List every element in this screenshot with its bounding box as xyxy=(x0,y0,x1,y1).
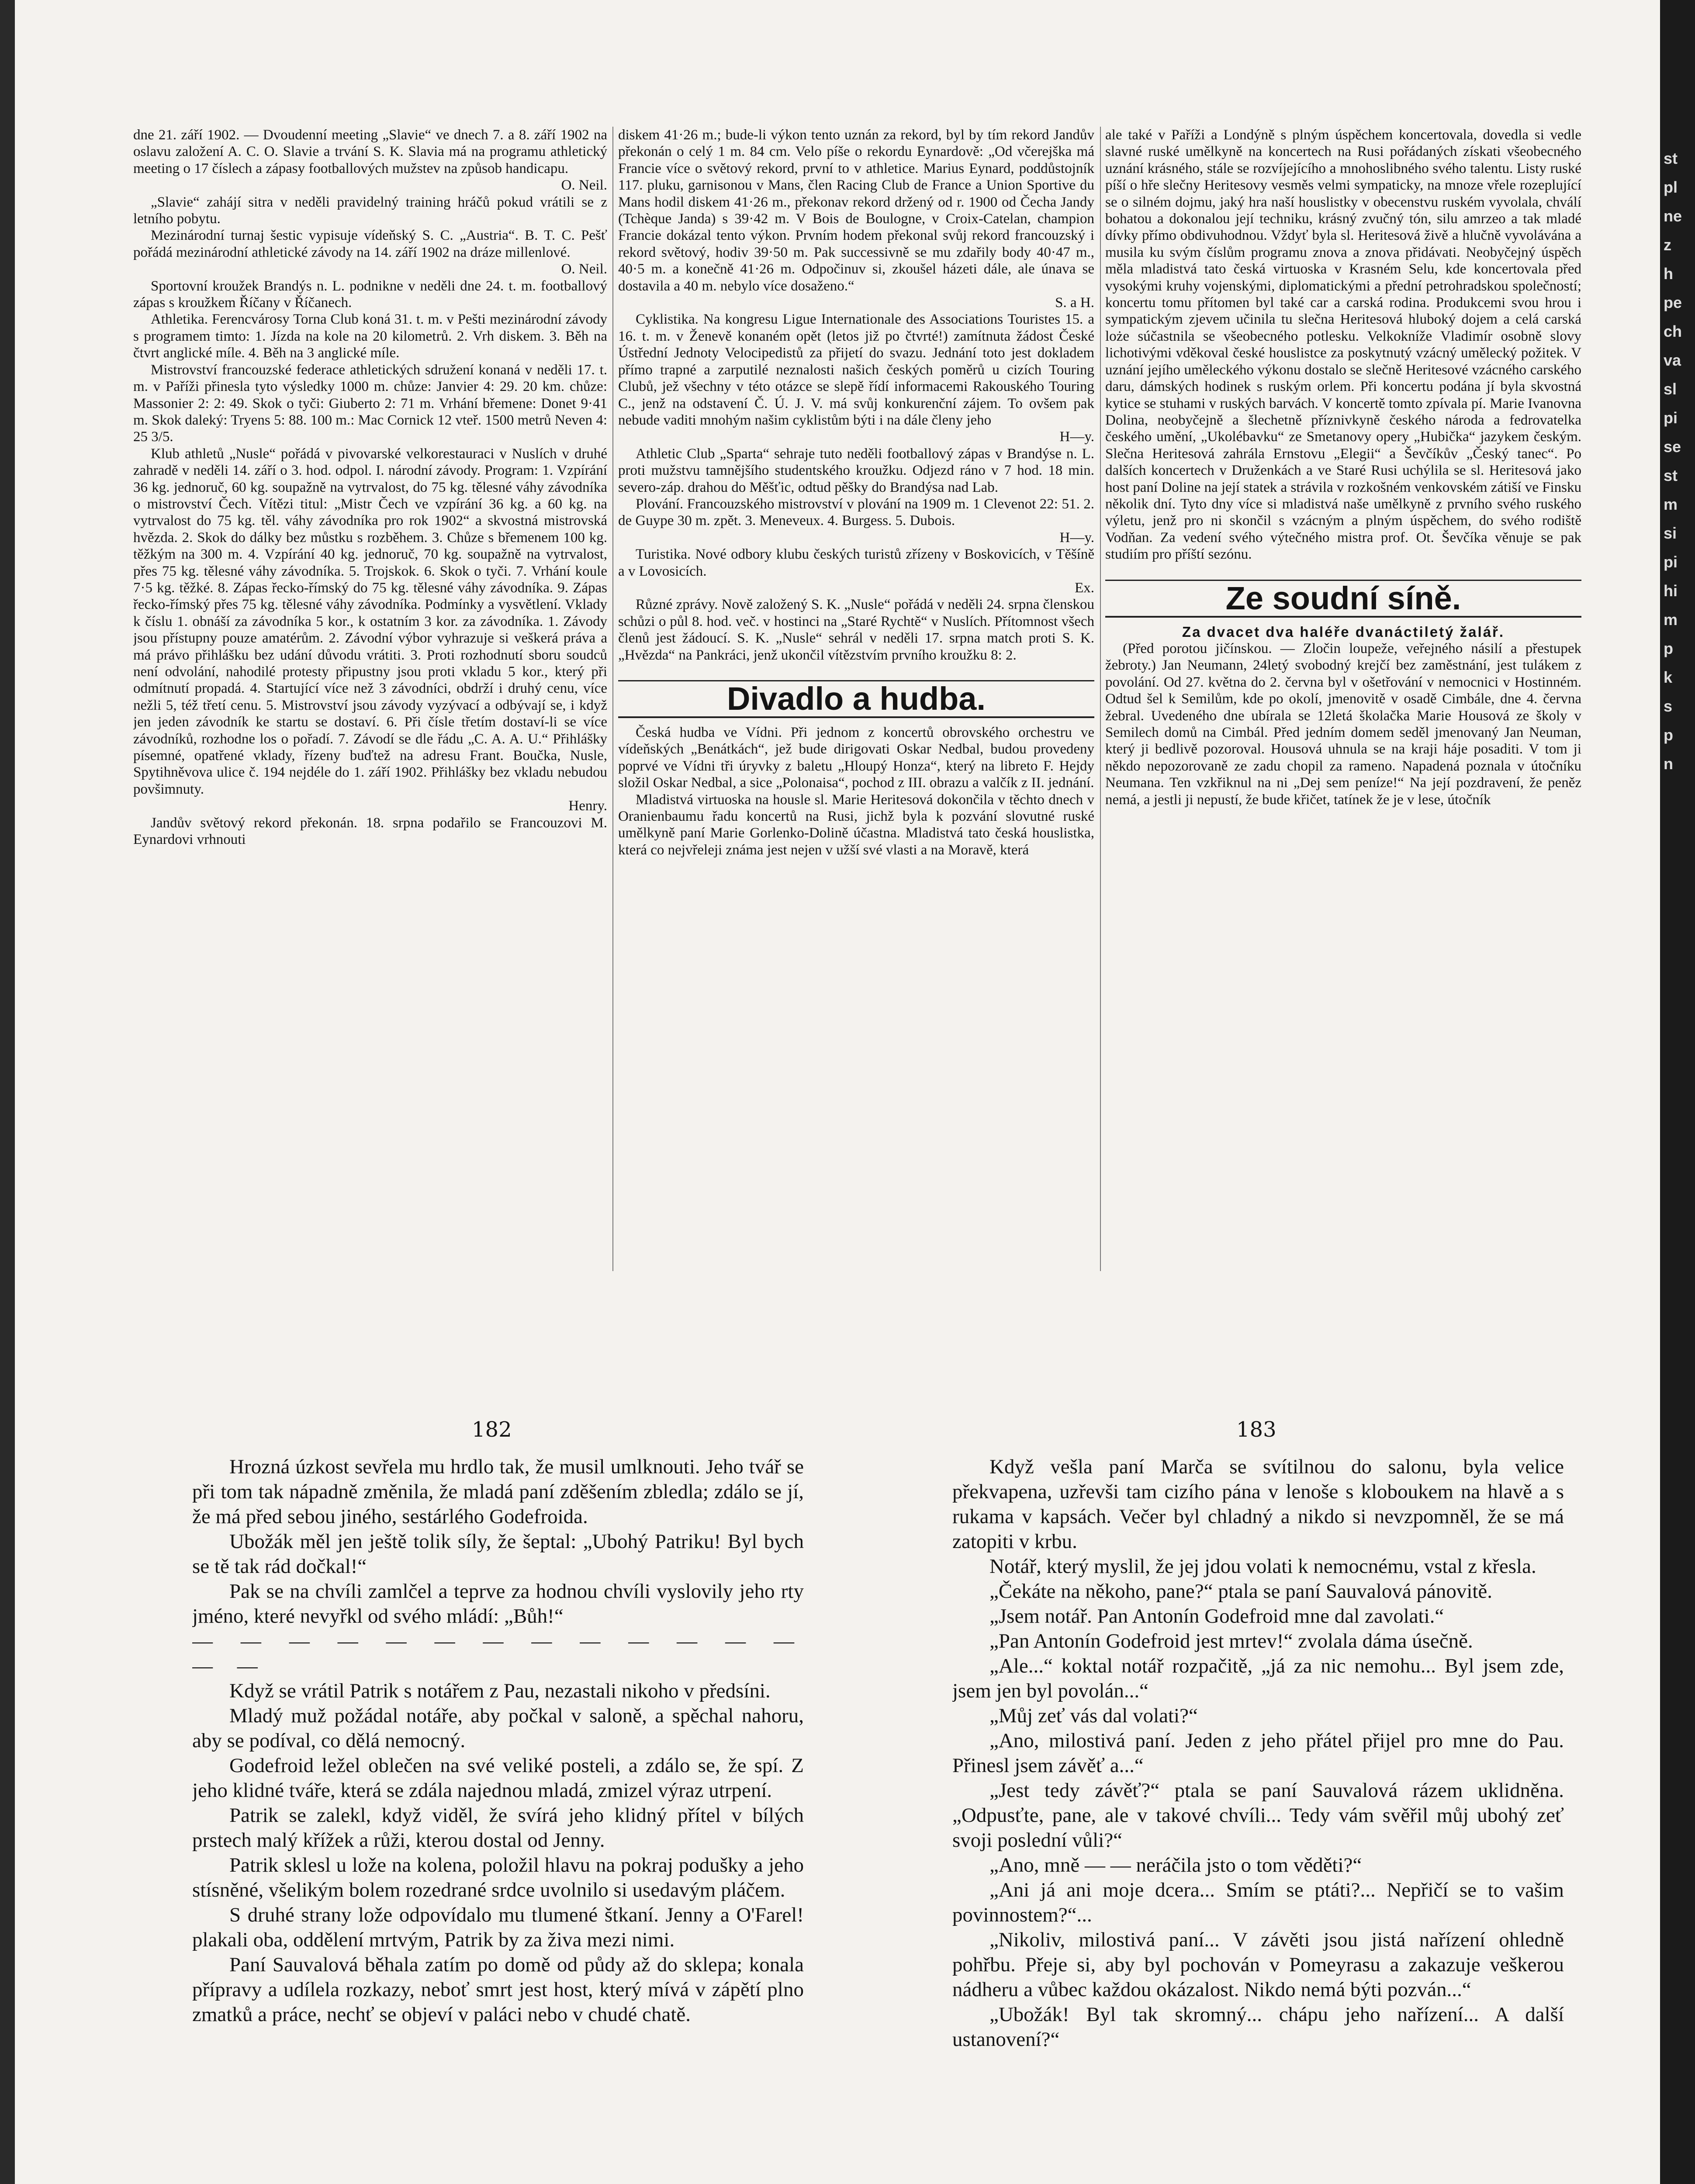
signature: O. Neil. xyxy=(561,177,607,194)
edge-fragment: ne xyxy=(1664,207,1682,225)
column-divider xyxy=(1100,127,1101,1271)
edge-fragment: p xyxy=(1664,639,1673,657)
novel-paragraph: „Můj zeť vás dal volati?“ xyxy=(989,1704,1198,1727)
sport-note-mistrovstvi: Mistrovství francouzské federace athletických sdružení konaná v neděli 17. t. m. v Paříži přinesla tyto výsledky 1000 m. chůze: Janvier 4: 29. 20 km. chůze: Massonier 2: 2: 49. Skok o tyči: Giuberto 2: 71 m. Vrhání břemene: Donet 9·41 m. Skok daleký: Tryens 5: 88. 100 m.: Mac Cornick 12 vteř. 1500 metrů Neven 4: 25 3/5. xyxy=(133,362,607,445)
edge-fragment: p xyxy=(1664,726,1673,744)
novel-paragraph: Když se vrátil Patrik s notářem z Pau, nezastali nikoho v předsíni. xyxy=(229,1679,771,1702)
novel-paragraph: „Jsem notář. Pan Antonín Godefroid mne dal zavolati.“ xyxy=(989,1605,1444,1628)
novel-paragraph: „Ubožák! Byl tak skromný... chápu jeho nařízení... A další ustanovení?“ xyxy=(952,2003,1564,2051)
novel-paragraph: „Čekáte na někoho, pane?“ ptala se paní Sauvalová pánovitě. xyxy=(989,1580,1493,1603)
novel-paragraph: Pak se na chvíli zamlčel a teprve za hodnou chvíli vyslovily jeho rty jméno, které nevyřkl od svého mládí: „Bůh!“ xyxy=(192,1580,804,1628)
news-column-2 xyxy=(618,127,1094,1262)
sport-note-eynard: diskem 41·26 m.; bude-li výkon tento uznán za rekord, byl by tím rekord Jandův překonán o celý 1 m. 84 cm. Velo píše o rekordu Eynardově: „Od včerejška má Francie více o světový rekord, první to v athletice. Marius Eynard, poddůstojník 117. pluku, garnisonou v Mans, člen Racing Club de France a Union Sportive du Mans hodil diskem 41·26 m., překonav rekord držený od r. 1900 od Čecha Jandy (Tchèque Janda) s 39·42 m. V Bois de Boulogne, v Croix-Catelan, champion Francie dokázal tento výkon. Prvním hodem překonal svůj rekord francouzský i rekord světový, hodiv 39·50 m. Pak successivně se mu zdařily body 40·47 m., 40·5 m. a konečně 41·26 m. Odpočinuv si, zkoušel házeti dále, ale únava se dostavila a 40 m. nebylo více dosaženo.“ xyxy=(618,127,1094,294)
edge-fragment: st xyxy=(1664,467,1678,484)
edge-fragment: hi xyxy=(1664,582,1678,600)
music-note-heritesova: Mladistvá virtuoska na housle sl. Marie Heritesová dokončila v těchto dnech v Oranienbaumu řadu koncertů na Rusi, jichž byla k pozvání slovutné ruské umělkyně paní Marie Gorlenko-Dolině účastna. Mladistvá tato česká houslistka, která co nejvřeleji známa jest nejen v užší své vlasti a na Moravě, která xyxy=(618,791,1094,858)
court-article-text: (Před porotou jičínskou. — Zločin loupeže, veřejného násilí a přestupek žebroty.) Jan Neumann, 24letý svobodný krejčí bez zaměstnání, jest tulákem z povolání. Od 27. května do 2. června byl v ošetřování v nemocnici v Hostinném. Odtud šel k Semilům, kde po okolí, jmenovitě v osadě Cimbále, dne 4. června žebral. Uvedeného dne ubírala se 12letá školačka Marie Housová ze školy v Semilech domů na Cimbál. Před jedním domem seděl jmenovaný Jan Neuman, který ji bedlivě pozoroval. Housová uhnula se na kraji háje posaditi. V tom ji někdo nepozorovaně ze zadu chopil za rameno. Napadená poznala v útočníku Neumana. Ten vzkřiknul na ni „Dej sem peníze!“ Na její pozdravení, že peněz nemá, a jestli ji nepustí, že bude křičet, tatínek že je v lese, útočník xyxy=(1105,640,1581,808)
news-column-3 xyxy=(1105,127,1581,1262)
sport-note-austria: Mezinárodní turnaj šestic vypisuje vídeňský S. C. „Austria“. B. T. C. Pešť pořádá mezinárodní athletické závody na 14. září 1902 na dráze millenlové. xyxy=(133,228,607,260)
novel-paragraph: Patrik se zalekl, když viděl, že svírá jeho klidný přítel v bílých prstech malý křížek a růži, kterou dostal od Jenny. xyxy=(192,1804,804,1852)
novel-paragraph: Patrik sklesl u lože na kolena, položil hlavu na pokraj podušky a jeho stísněné, všelikým bolem rozedrané srdce uvolnilo si usedavým pláčem. xyxy=(192,1854,804,1901)
sport-note-brandys: Sportovní kroužek Brandýs n. L. podnikne v neděli dne 24. t. m. footballový zápas s kroužkem Říčany v Říčanech. xyxy=(133,278,607,311)
signature: Henry. xyxy=(568,798,607,814)
edge-fragment: si xyxy=(1664,524,1677,542)
novel-paragraph: „Nikoliv, milostivá paní... V závěti jsou jistá nařízení ohledně pohřbu. Přeje si, aby byl pochován v Pomeyrasu a zakazuje veškerou nádheru a vůbec každou okázalost. Nikdo nemá býti pozván...“ xyxy=(952,1928,1564,2001)
novel-paragraph: Ubožák měl jen ještě tolik síly, že šeptal: „Ubohý Patriku! Byl bych se tě tak rád dočkal!“ xyxy=(192,1530,804,1578)
edge-fragment: m xyxy=(1664,495,1678,513)
novel-paragraph: „Ale...“ koktal notář rozpačitě, „já za nic nemohu... Byl jsem zde, jsem jen byl povolán...“ xyxy=(952,1655,1564,1702)
novel-paragraph: „Jest tedy závěť?“ ptala se paní Sauvalová rázem uklidněna. „Odpusťte, pane, ale v takové chvíli... Tedy vám svěřil můj ubohý zeť svoji poslední vůli?“ xyxy=(952,1779,1564,1852)
edge-fragment: s xyxy=(1664,697,1673,715)
edge-fragment: sl xyxy=(1664,380,1677,398)
edge-fragment: pe xyxy=(1664,294,1682,311)
edge-fragment: se xyxy=(1664,438,1681,456)
news-column-1 xyxy=(133,127,607,1262)
signature: H—y. xyxy=(1059,529,1094,546)
music-note-vienna: Česká hudba ve Vídni. Při jednom z koncertů obrovského orchestru ve vídeňských „Benátkách“, jež bude dirigovati Oskar Nedbal, budou provedeny poprvé ve Vídni tři úryvky z baletu „Hloupý Honza“, který na libreto F. Hejdy složil Oskar Nedbal, a sice „Polonaisa“, pochod z III. obrazu a valčík z II. jednání. xyxy=(618,725,1094,791)
novel-paragraph: „Ano, mně — — neráčila jsto o tom věděti?“ xyxy=(989,1854,1362,1876)
signature: O. Neil. xyxy=(561,261,607,277)
sport-note-plovani: Plování. Francouzského mistrovství v plování na 1909 m. 1 Clevenot 22: 51. 2. de Guype 30 m. zpět. 3. Meneveux. 4. Burgess. 5. Dubois. xyxy=(618,496,1094,529)
edge-fragment: h xyxy=(1664,265,1673,283)
music-note-heritesova-cont: ale také v Paříži a Londýně s plným úspěchem koncertovala, dovedla si vedle slavné ruské umělkyně na koncertech na Rusi pořádaných získati všeobecného uznání krásného, stále se rozvíjejícího a mnohoslibného svého talentu. Listy ruské píší o hře slečny Heritesovy vesměs velmi sympaticky, na mnoze vřele rozeplující se o silném dojmu, jaký hra naší houslistky v obecenstvu ruském vyvolala, chválí bohatou a dokonalou její techniku, krásný zvučný tón, silu amrzeo a tak mladé dívky přímo obdivuhodnou. Vždyť byla sl. Heritesová živě a hlučně vyvolávána a musila ku svým číslům programu znova a znova přidávati. Neobyčejný úspěch měla mladistvá tato česká virtuoska v Krasném Selu, kde koncertovala před vysokými kruhy vojenskými, diplomatickými a přední petrohradskou společností; koncertu tomu přítomen byl také car a carská rodina. Produkcemi svou hrou i sympatickým zjevem učinila tu slečna Heritesová hluboký dojem a celá carská loże súčastnila se všeobecného potlesku. Velkokníže Vladimír osobně slovy lichotivými vděkoval české houslistce za poskytnutý vzácný umělecký požitek. V uznání jejího uměleckého výkonu dostalo se slečně Heritesové vzácného carského daru, dámských hodinek s ruským orlem. Při koncertu podána jí byla skvostná kytice se stuhami v ruských barvách. V koncertě tomto zpívala pí. Marie Ivanovna Dolina, neobyčejně a šlechetně příznivkyně českého národa a fedrovatelka českého umění, „Ukolébavku“ ze Smetanovy opery „Hubička“ jazykem českým. Slečna Heritesová zahrála Ernstovu „Elegii“ a Ševčíkův „Český tanec“. Po dalších koncertech v Druženkách a ve Staré Rusi uchýlila se sl. Heritesová jako host paní Doline na její statek a strávila v rozkošném venkovském zátiší ve Finsku několik dní. Tyto dny více si mladistvá naše umělkyně z prvního svého ruského výletu, jenž pro ni skončil s vzácným a plným úspěchem, do svého rodiště Vodňan. Za vedení svého výtečného mistra prof. Ot. Ševčíka věnuje se pak studiím pro příští sezónu. xyxy=(1105,127,1581,563)
sport-note-ruzne: Různé zprávy. Nově založený S. K. „Nusle“ pořádá v neděli 24. srpna členskou schůzi o půl 8. hod. več. v hostinci na „Staré Rychtě“ v Nuslích. Přítomnost všech členů jest žádoucí. S. K. „Nusle“ sehrál v neděli 17. srpna match proti S. K. „Hvězda“ na Pankráci, jenž ukončil vítězstvím prvního kroužku 8: 2. xyxy=(618,597,1094,663)
novel-paragraph: Godefroid ležel oblečen na své veliké posteli, a zdálo se, že spí. Z jeho klidné tváře, která se zdála najednou mladá, zmizel výraz utrpení. xyxy=(192,1754,804,1802)
page-number-left: 182 xyxy=(472,1417,512,1442)
sport-note-janda-rekord: Jandův světový rekord překonán. 18. srpna podařilo se Francouzovi M. Eynardovi vrhnouti xyxy=(133,815,607,848)
edge-fragment: pi xyxy=(1664,409,1678,427)
section-break-dashes: — — — — — — — — — — — — — — — xyxy=(192,1630,804,1677)
novel-paragraph: „Ani já ani moje dcera... Smím se ptáti?... Nepřičí se to vašim povinnostem?“... xyxy=(952,1879,1564,1926)
scan-border-left xyxy=(0,0,15,2184)
court-article-title: Za dvacet dva haléře dvanáctiletý žalář. xyxy=(1182,623,1505,640)
novel-paragraph: Paní Sauvalová běhala zatím po domě od půdy až do sklepa; konala přípravy a udílela rozkazy, neboť smrt jest host, který mívá v zápětí plno zmatků a práce, nechť se objeví v paláci nebo v chudé chatě. xyxy=(192,1953,804,2026)
sport-note-athletika: Athletika. Ferencvárosy Torna Club koná 31. t. m. v Pešti mezinárodní závody s programem timto: 1. Jízda na kole na 20 kilometrů. 2. Vrh diskem. 3. Běh na čtvrt anglické míle. 4. Běh na 3 anglické míle. xyxy=(133,311,607,361)
sport-note-sparta: Athletic Club „Sparta“ sehraje tuto neděli footballový zápas v Brandýse n. L. proti mužstvu tamnějšího studentského kroužku. Odjezd ráno v 7 hod. 18 min. severo-záp. drahou do Měšťic, odtud pěšky do Brandýsa nad Lab. xyxy=(618,446,1094,495)
section-heading-soudni-sin: Ze soudní síně. xyxy=(1105,580,1581,618)
edge-fragment: n xyxy=(1664,755,1673,773)
edge-fragment: pi xyxy=(1664,553,1678,571)
novel-paragraph: Mladý muž požádal notáře, aby počkal v saloně, a spěchal nahoru, aby se podíval, co dělá nemocný. xyxy=(192,1704,804,1752)
edge-fragment: z xyxy=(1664,236,1671,254)
signature: S. a H. xyxy=(1055,295,1094,311)
novel-page-right xyxy=(952,1455,1564,2184)
edge-fragment: k xyxy=(1664,668,1673,686)
column-divider xyxy=(612,127,613,1271)
edge-fragment: ch xyxy=(1664,322,1682,340)
novel-paragraph: Hrozná úzkost sevřela mu hrdlo tak, že musil umlknouti. Jeho tvář se při tom tak nápadně změnila, že mladá paní zděšením zbledla; zdálo se jí, že má před sebou jiného, sestárlého Godefroida. xyxy=(192,1455,804,1528)
novel-paragraph: Notář, který myslil, že jej jdou volati k nemocnému, vstal z křesla. xyxy=(989,1555,1536,1578)
edge-fragment: m xyxy=(1664,611,1678,629)
sport-note-meeting: dne 21. září 1902. — Dvoudenní meeting „Slavie“ ve dnech 7. a 8. září 1902 na oslavu založení A. C. O. Slavie a trvání S. K. Slavia má na programu athletický meeting o 17 číslech a zápasy footballových mužstev na způsob handicapu. xyxy=(133,127,607,176)
section-heading-divadlo: Divadlo a hudba. xyxy=(618,680,1094,718)
novel-paragraph: S druhé strany lože odpovídalo mu tlumené štkaní. Jenny a O'Farel! plakali oba, oddělení mrtvým, Patrik by za živa mezi nimi. xyxy=(192,1904,804,1951)
sport-note-klub-nusle: Klub athletů „Nusle“ pořádá v pivovarské velkorestauraci v Nuslích v druhé zahradě v neděli 14. září o 3. hod. odpol. I. národní závody. Program: 1. Vzpírání 36 kg. jednoruč, 60 kg. soupažně na vytrvalost, do 75 kg. tělesné váhy závodníka o mistrovství Čech. Vítězi titul: „Mistr Čech ve vzpírání 36 kg. a 60 kg. na vytrvalost do 75 kg. těl. váhy závodníka pro rok 1902“ a skvostná mistrovská hvězda. 2. Skok do dálky bez můstku s rozběhem. 3. Chůze s břemenem 100 kg. těžkým na 300 m. 4. Vzpírání 40 kg. jednoruč, 70 kg. soupažně na vytrvalost, přes 75 kg. tělesné váhy závodníka. 5. Trojskok. 6. Skok o tyči. 7. Vrhání koule 7·5 kg. těžké. 8. Zápas řecko-římský do 75 kg. tělesné váhy závodníka. 9. Zápas řecko-římský přes 75 kg. tělesné váhy závodníka. Podmínky a vysvětlení. Vklady k číslu 1. obnáší za závodníka 5 kor., k ostatním 3 kor. za závodníka. 1. Závody jsou přístupny pouze amatérům. 2. Závodní výbor vyhrazuje si veškerá práva a má právo přihlášku bez udání důvodu vrátiti. 3. Proti rozhodnutí sboru soudců není odvolání, nahodilé protesty připustny jsou proti vkladu 5 kor., který při odmítnutí propadá. 4. Startující více než 3 závodníci, obdrží i druhý cenu, více nežli 5, též třetí cenu. 5. Mistrovství jsou závody vyzývací a odbývají se, i když jen jeden závodník ke startu se dostaví. 6. Při čísle třetím dostaví-li se více závodníků, rozhodne los o pořadí. 7. Závodí se dle řádu „C. A. A. U.“ Přihlášky písemné, opatřené vklady, řízeny buďtež na adresu Frant. Boučka, Nusle, Spytihněvova ulice č. 194 nejdéle do 1. září 1902. Přihlášky bez vkladu nebudou povšimnuty. xyxy=(133,446,607,797)
novel-paragraph: Když vešla paní Marča se svítilnou do salonu, byla velice překvapena, uzřevši tam cizího pána v lenoše s kloboukem na hlavě a s rukama v kapsách. Večer byl chladný a nikdo si nevzpomněl, že se má zatopiti v krbu. xyxy=(952,1455,1564,1553)
novel-paragraph: „Ano, milostivá paní. Jeden z jeho přátel přijel pro mne do Pau. Přinesl jsem závěť a...“ xyxy=(952,1729,1564,1777)
edge-fragment: va xyxy=(1664,351,1681,369)
signature: H—y. xyxy=(1059,429,1094,445)
next-page-edge-text xyxy=(1664,144,1694,799)
novel-paragraph: „Pan Antonín Godefroid jest mrtev!“ zvolala dáma úsečně. xyxy=(989,1630,1473,1652)
sport-note-slavie: „Slavie“ zahájí sitra v neděli pravidelný training hráčů pokud vrátili se z letního pobytu. xyxy=(133,194,607,227)
signature: Ex. xyxy=(1075,580,1094,596)
sport-note-turistika: Turistika. Nové odbory klubu českých turistů zřízeny v Boskovicích, v Těšíně a v Lovosicích. xyxy=(618,546,1094,579)
page-number-right: 183 xyxy=(1236,1417,1276,1442)
novel-page-left xyxy=(192,1455,804,2184)
edge-fragment: pl xyxy=(1664,178,1678,196)
sport-note-cyklistika: Cyklistika. Na kongresu Ligue Internationale des Associations Touristes 15. a 16. t. m. v Ženevě konaném opět (letos již po čtvrté!) zamítnuta žádost České Ústřední Jednoty Velocipedistů za přijetí do svazu. Jednání toto jest dokladem přímo trapné a zarputilé neznalosti našich českých poměrů u cizích Touring Clubů, jež všechny v této otázce se slepě řídí informacemi Rakouského Touring C., jenž na odstavení Č. Ú. J. V. má svůj konkurenční zájem. To ovšem pak nebude vaditi mnohým našim cyklistům býti i na dále členy jeho xyxy=(618,311,1094,428)
edge-fragment: st xyxy=(1664,149,1678,167)
